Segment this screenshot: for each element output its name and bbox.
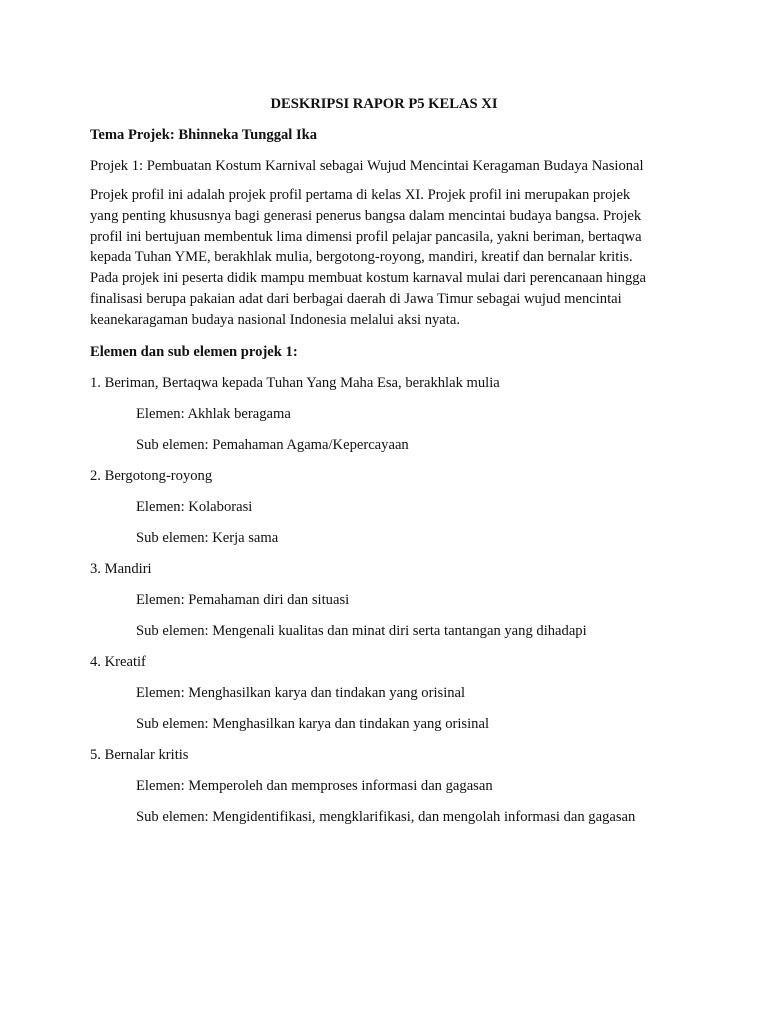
description-line: profil ini bertujuan membentuk lima dimensi profil pelajar pancasila, yakni beriman, bertaqwa: [90, 228, 642, 245]
description-line: Pada projek ini peserta didik mampu membuat kostum karnaval mulai dari perencanaan hingga: [90, 270, 647, 287]
dimension-sub-elemen: Sub elemen: Mengidentifikasi, mengklarifikasi, dan mengolah informasi dan gagasan: [136, 809, 636, 825]
description-line: yang penting khususnya bagi generasi penerus bangsa dalam mencintai budaya bangsa. Projek: [90, 207, 642, 224]
description-line: Projek profil ini adalah projek profil pertama di kelas XI. Projek profil ini merupakan projek: [90, 187, 631, 203]
dimension-title: 2. Bergotong-royong: [90, 468, 213, 484]
dimension-sub-elemen: Sub elemen: Kerja sama: [136, 530, 279, 546]
dimension-elemen: Elemen: Menghasilkan karya dan tindakan yang orisinal: [136, 685, 466, 701]
dimension-sub-elemen: Sub elemen: Menghasilkan karya dan tindakan yang orisinal: [136, 716, 489, 732]
dimension-title: 5. Bernalar kritis: [90, 747, 189, 763]
description-line: keanekaragaman budaya nasional Indonesia melalui aksi nyata.: [90, 311, 460, 328]
dimension-elemen: Elemen: Memperoleh dan memproses informasi dan gagasan: [136, 778, 493, 794]
description-line: finalisasi berupa pakaian adat dari berbagai daerah di Jawa Timur sebagai wujud mencintai: [90, 290, 622, 307]
dimension-sub-elemen: Sub elemen: Mengenali kualitas dan minat diri serta tantangan yang dihadapi: [136, 623, 587, 639]
elements-heading: Elemen dan sub elemen projek 1:: [90, 344, 298, 360]
dimension-elemen: Elemen: Kolaborasi: [136, 499, 253, 515]
dimension-title: 4. Kreatif: [90, 654, 146, 670]
dimension-sub-elemen: Sub elemen: Pemahaman Agama/Kepercayaan: [136, 437, 409, 453]
dimension-elemen: Elemen: Akhlak beragama: [136, 406, 291, 422]
description-line: kepada Tuhan YME, berakhlak mulia, bergotong-royong, mandiri, kreatif dan bernalar kritis.: [90, 249, 633, 266]
project-theme: Tema Projek: Bhinneka Tunggal Ika: [90, 127, 318, 143]
document-title: DESKRIPSI RAPOR P5 KELAS XI: [270, 96, 498, 112]
project-description: [90, 185, 690, 331]
project-name: Projek 1: Pembuatan Kostum Karnival sebagai Wujud Mencintai Keragaman Budaya Nasional: [90, 158, 644, 174]
dimension-title: 1. Beriman, Bertaqwa kepada Tuhan Yang Maha Esa, berakhlak mulia: [90, 375, 500, 391]
dimension-elemen: Elemen: Pemahaman diri dan situasi: [136, 592, 350, 608]
dimension-title: 3. Mandiri: [90, 561, 152, 577]
